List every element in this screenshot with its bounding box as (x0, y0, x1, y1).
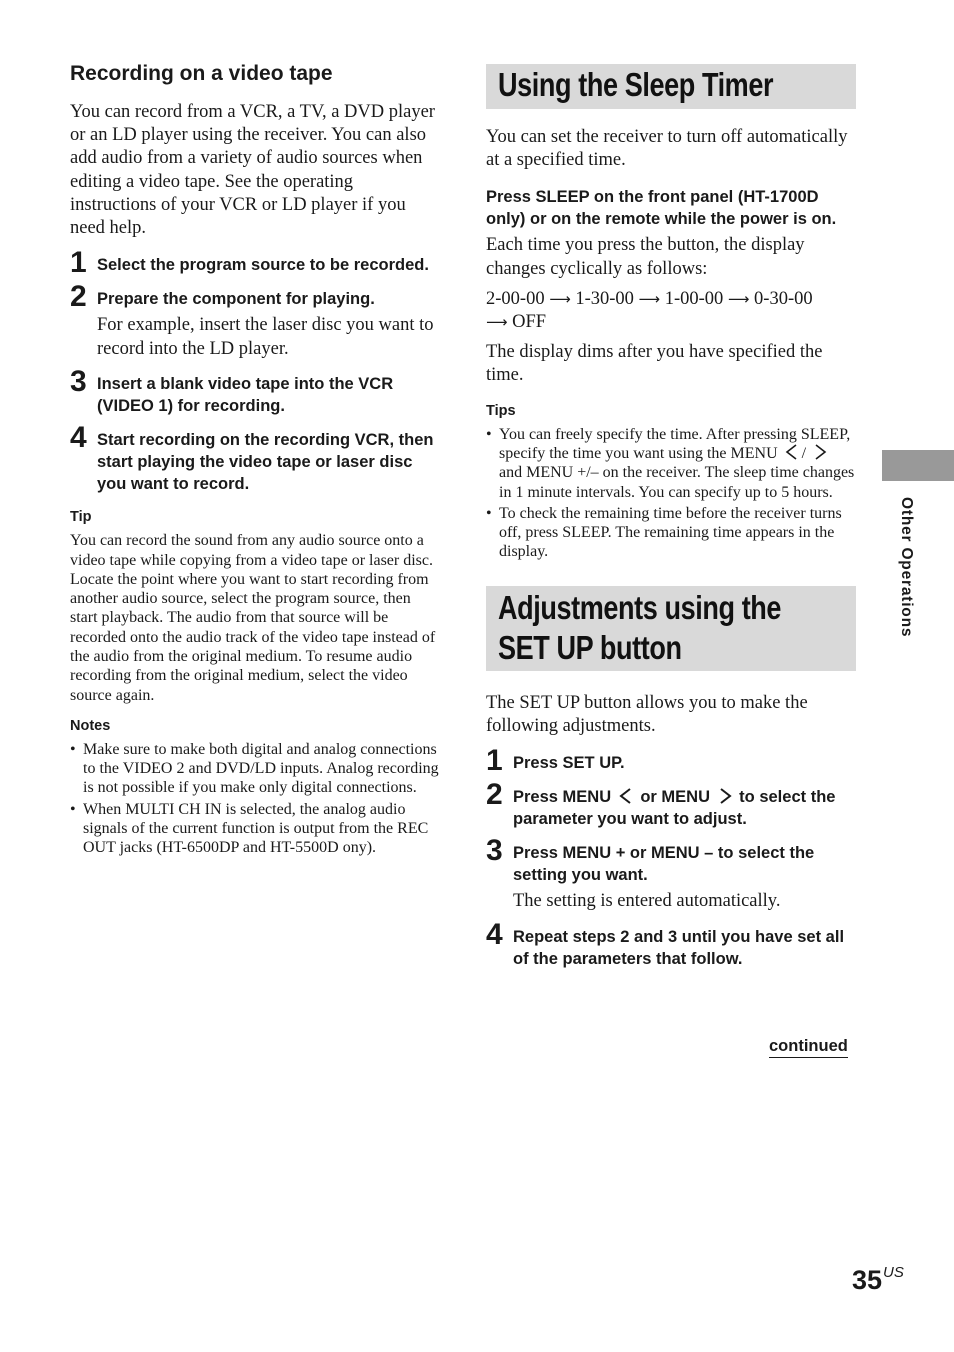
step-heading: Insert a blank video tape into the VCR (VIDEO 1) for recording. (97, 375, 394, 416)
list-item: • Make sure to make both digital and analog connections to the VIDEO 2 and DVD/LD inputs. Analog recording is not possible if you make only digital connections. (70, 740, 440, 798)
step-number: 2 (486, 778, 503, 812)
tips-heading: Tips (486, 402, 516, 419)
step-number: 1 (70, 246, 87, 280)
sleep-timer-banner (486, 64, 856, 109)
setup-step-1 (486, 744, 856, 778)
arrow-right-icon: ⟶ (549, 289, 571, 308)
step-heading: Prepare the component for playing. (97, 290, 375, 309)
setup-step-2 (486, 778, 856, 830)
recording-step-4 (70, 421, 440, 495)
step-heading: Select the program source to be recorded. (97, 256, 429, 275)
step-number: 1 (486, 744, 503, 778)
chevron-right-icon (812, 444, 828, 460)
recording-step-2 (70, 280, 440, 361)
tip-heading: Tip (70, 509, 92, 526)
list-item: • To check the remaining time before the receiver turns off, press SLEEP. The remaining time appears in the display. (486, 504, 856, 562)
sleep-each-time: Each time you press the button, the display changes cyclically as follows: (486, 235, 805, 279)
list-item: • When MULTI CH IN is selected, the analog audio signals of the current function is output from the REC OUT jacks (HT-6500DP and HT-5500D ony). (70, 800, 440, 858)
sleep-cycle (486, 288, 856, 334)
sleep-timer-title: Using the Sleep Timer (498, 66, 774, 103)
step-heading-part: to select the parameter you want to adjust. (513, 788, 836, 829)
sleep-intro: You can set the receiver to turn off automatically at a specified time. (486, 127, 848, 171)
step-heading-part: or MENU (640, 788, 710, 807)
right-column (486, 64, 856, 970)
list-item (486, 425, 856, 502)
cycle-value: OFF (512, 312, 547, 333)
setup-intro: The SET UP button allows you to make the following adjustments. (486, 692, 808, 736)
cycle-value: 0-30-00 (754, 288, 813, 309)
step-number: 4 (70, 421, 87, 455)
notes-block (70, 716, 440, 858)
setup-title-line1: Adjustments using the (498, 588, 782, 626)
tip-separator: / (801, 444, 807, 462)
page-number-value: 35 (852, 1265, 883, 1295)
step-number: 3 (486, 834, 503, 868)
step-heading: Repeat steps 2 and 3 until you have set all of the parameters that follow. (513, 927, 845, 968)
step-heading-part: Press MENU (513, 788, 612, 807)
page-number (852, 1265, 904, 1296)
tips-list (486, 425, 856, 562)
tip-text: and MENU +/– on the receiver. The sleep time changes in 1 minute intervals. You can specify up to 5 hours. (499, 464, 855, 501)
setup-step-4 (486, 917, 856, 970)
notes-list (70, 740, 440, 858)
tip-block (70, 507, 440, 705)
arrow-right-icon: ⟶ (638, 289, 661, 308)
chevron-left-icon (618, 788, 634, 804)
tip-text: You can freely specify the time. After pressing SLEEP, specify the time you want using the MENU (499, 425, 851, 462)
tip-text: You can record the sound from any audio source onto a video tape while copying from a video tape or laser disc. Locate the point where you want to start recording from another audio source, select the program source, then start playback. The audio from that source will be recorded onto the audio track of the video tape instead of the audio from the original medium. To resume audio recording from the original medium, select the video source again. (70, 532, 436, 704)
step-body: For example, insert the laser disc you want to record into the LD player. (97, 315, 434, 359)
cycle-value: 1-00-00 (664, 288, 724, 309)
recording-intro: You can record from a VCR, a TV, a DVD player or an LD player using the receiver. You can also add audio from a variety of audio sources when editing a video tape. See the operating instructions of your VCR or LD player if you need help. (70, 102, 435, 239)
tips-block (486, 401, 856, 562)
side-section-label: Other Operations (898, 497, 915, 638)
left-column (70, 60, 440, 860)
sleep-dims: The display dims after you have specified the time. (486, 342, 823, 386)
setup-step-3 (486, 834, 856, 914)
step-heading: Press MENU + or MENU – to select the setting you want. (513, 844, 815, 885)
sleep-instruction: Press SLEEP on the front panel (HT-1700D only) or on the remote while the power is on. (486, 188, 837, 229)
continued-label: continued (769, 1036, 848, 1058)
recording-heading: Recording on a video tape (70, 62, 333, 85)
cycle-value: 1-30-00 (575, 288, 634, 309)
cycle-value: 2-00-00 (486, 288, 545, 309)
step-heading: Start recording on the recording VCR, then start playing the video tape or laser disc you want to record. (97, 431, 434, 494)
recording-step-1 (70, 246, 440, 280)
recording-step-3 (70, 365, 440, 417)
step-heading: Press SET UP. (513, 754, 625, 773)
arrow-right-icon: ⟶ (727, 289, 750, 308)
step-number: 4 (486, 917, 503, 951)
section-tab (882, 450, 954, 481)
notes-heading: Notes (70, 717, 111, 734)
step-number: 2 (70, 280, 87, 314)
page-suffix: US (883, 1264, 904, 1281)
step-body: The setting is entered automatically. (513, 891, 781, 912)
chevron-right-icon (717, 788, 733, 804)
step-heading (513, 786, 856, 830)
step-number: 3 (70, 365, 87, 399)
chevron-left-icon (784, 444, 800, 460)
setup-banner (486, 586, 856, 671)
arrow-right-icon: ⟶ (486, 313, 508, 332)
setup-title-line2: SET UP button (498, 628, 682, 666)
